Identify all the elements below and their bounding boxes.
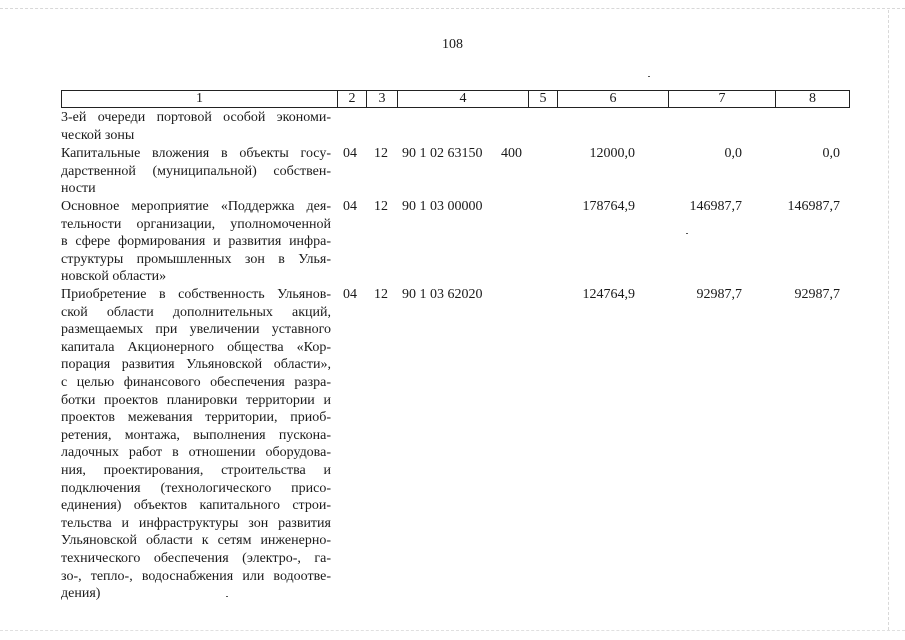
description-line: Ульяновской области к сетям инженерно- xyxy=(61,533,331,549)
scan-edge-right xyxy=(888,10,890,630)
cell-subsection: 12 xyxy=(374,199,388,214)
cell-amount-2: 0,0 xyxy=(724,146,742,161)
header-col-3: 3 xyxy=(366,91,397,107)
scan-speck xyxy=(686,233,688,234)
description-line: структуры промышленных зон в Улья- xyxy=(61,251,331,267)
cell-amount-1: 124764,9 xyxy=(582,287,635,302)
cell-subsection: 12 xyxy=(374,287,388,302)
description-line: в сфере формирования и развития инфра- xyxy=(61,234,331,250)
cell-amount-2: 146987,7 xyxy=(689,199,742,214)
header-col-7: 7 xyxy=(668,91,775,107)
description-line: дарственной (муниципальной) собствен- xyxy=(61,163,331,179)
description-line: порация развития Ульяновской области», xyxy=(61,357,331,373)
header-col-8: 8 xyxy=(775,91,849,107)
description-line: ния, проектирования, строительства и xyxy=(61,462,331,478)
description-line: Капитальные вложения в объекты госу- xyxy=(61,146,331,161)
cell-target-article: 90 1 03 62020 xyxy=(402,287,483,302)
description-line: ческой зоны xyxy=(61,127,135,143)
cell-section: 04 xyxy=(343,287,357,302)
row-description xyxy=(61,109,331,144)
description-line: ладочных работ в отношении оборудова- xyxy=(61,445,331,461)
cell-amount-1: 12000,0 xyxy=(589,146,635,161)
cell-amount-3: 0,0 xyxy=(822,146,840,161)
description-line: проектов межевания территории, приоб- xyxy=(61,410,331,426)
cell-section: 04 xyxy=(343,146,357,161)
description-line: размещаемых при увеличении уставного xyxy=(61,322,331,338)
row-description xyxy=(61,286,331,603)
cell-amount-3: 92987,7 xyxy=(794,287,840,302)
description-line: зо-, тепло-, водоснабжения или водоотве- xyxy=(61,568,331,584)
description-line: ретения, монтажа, выполнения пускона- xyxy=(61,427,331,443)
cell-target-article: 90 1 02 63150 xyxy=(402,146,483,161)
description-line: Приобретение в собственность Ульянов- xyxy=(61,287,331,302)
description-line: Основное мероприятие «Поддержка дея- xyxy=(61,199,331,214)
description-line: 3-ей очереди портовой особой экономи- xyxy=(61,110,331,125)
description-line: с целью финансового обеспечения разра- xyxy=(61,374,331,390)
cell-amount-2: 92987,7 xyxy=(696,287,742,302)
scan-speck xyxy=(226,596,228,597)
description-line: единения) объектов капитального строи- xyxy=(61,498,331,514)
row-description xyxy=(61,198,331,286)
cell-subsection: 12 xyxy=(374,146,388,161)
header-col-2: 2 xyxy=(337,91,366,107)
scan-edge-bottom xyxy=(0,630,905,632)
description-line: ности xyxy=(61,181,96,197)
header-col-4: 4 xyxy=(397,91,528,107)
description-line: капитала Акционерного общества «Кор- xyxy=(61,339,331,355)
description-line: ботки проектов планировки территории и xyxy=(61,392,331,408)
scan-speck xyxy=(648,76,650,77)
cell-section: 04 xyxy=(343,199,357,214)
description-line: дения) xyxy=(61,586,101,602)
cell-expense-type: 400 xyxy=(501,146,522,161)
row-description xyxy=(61,145,331,198)
description-line: новской области» xyxy=(61,269,167,285)
header-col-6: 6 xyxy=(557,91,668,107)
table-header-row xyxy=(61,90,850,108)
cell-amount-1: 178764,9 xyxy=(582,199,635,214)
cell-amount-3: 146987,7 xyxy=(787,199,840,214)
description-line: технического обеспечения (электро-, га- xyxy=(61,550,331,566)
description-line: ской области дополнительных акций, xyxy=(61,304,331,320)
header-col-1: 1 xyxy=(196,91,203,106)
cell-target-article: 90 1 03 00000 xyxy=(402,199,483,214)
description-line: тельства и инфраструктуры зон развития xyxy=(61,515,331,531)
header-col-5: 5 xyxy=(528,91,557,107)
description-line: тельности организации, уполномоченной xyxy=(61,216,331,232)
page-number: 108 xyxy=(442,37,463,52)
scan-edge-top xyxy=(0,8,905,10)
description-line: подключения (технологического присо- xyxy=(61,480,331,496)
